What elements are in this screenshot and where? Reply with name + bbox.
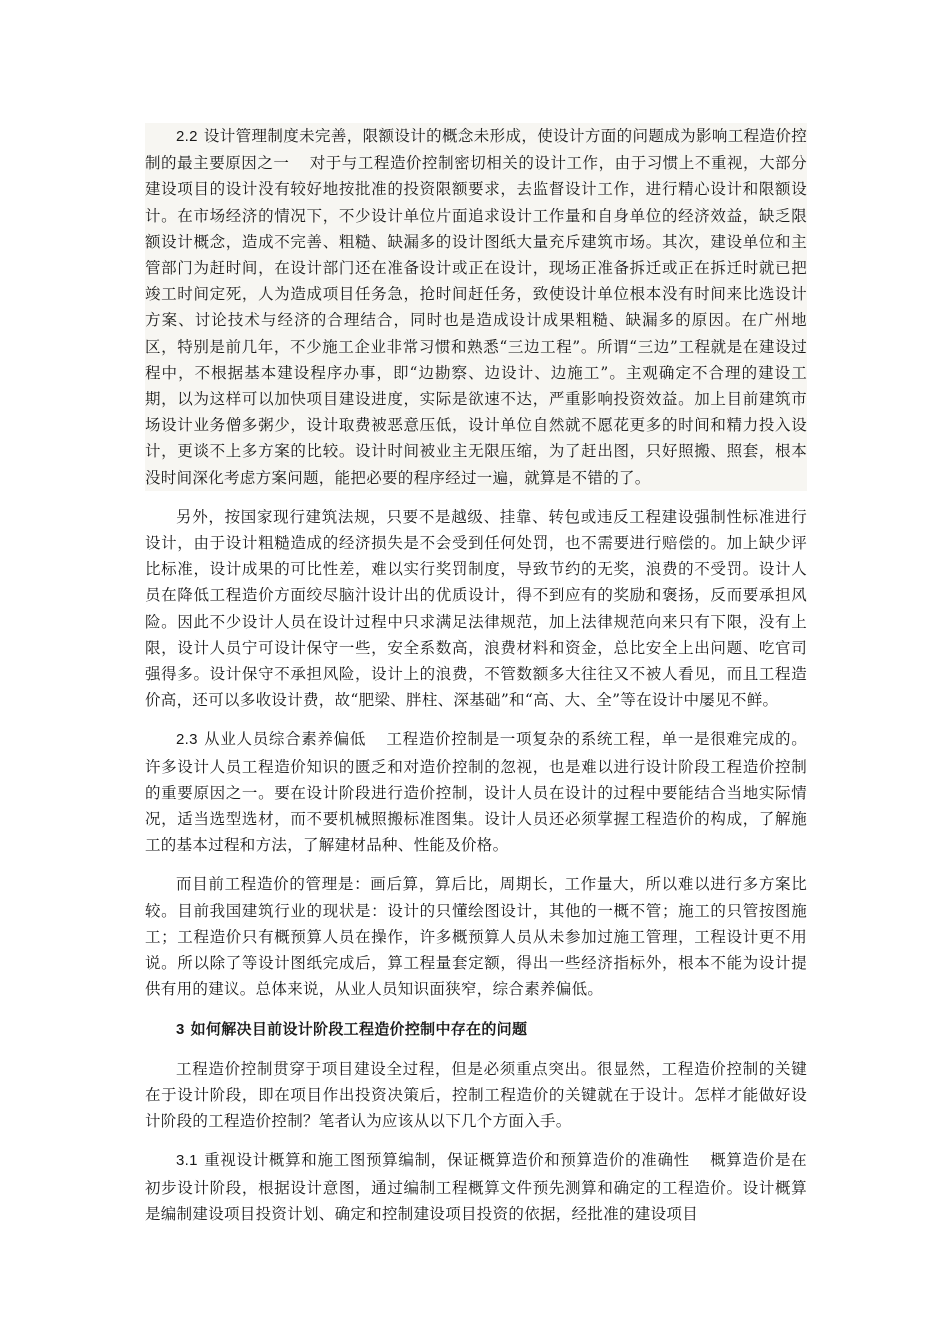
- section-title: 重视设计概算和施工图预算编制，保证概算造价和预算造价的准确性: [203, 1151, 690, 1170]
- section-title: 如何解决目前设计阶段工程造价控制中存在的问题: [190, 1019, 528, 1038]
- section-number: 3: [176, 1020, 185, 1038]
- section-number: 2.2: [176, 128, 198, 145]
- paragraph-3-1: [145, 1147, 807, 1227]
- section-heading-3: [145, 1016, 807, 1043]
- paragraph-additional: [145, 504, 807, 714]
- section-title: 从业人员综合素养偏低: [203, 730, 367, 749]
- section-title: 设计管理制度未完善，限额设计的概念未形成，使设计方面的问题成为影响工程造价控制的最主要原因之一: [145, 127, 807, 173]
- paragraph-2-3: [145, 726, 807, 858]
- paragraph-current-management: [145, 871, 807, 1002]
- paragraph-text: 另外，按国家现行建筑法规，只要不是越级、挂靠、转包或违反工程建设强制性标准进行设计，由于设计粗糙造成的经济损失是不会受到任何处罚，也不需要进行赔偿的。加上缺少评比标准，设计成果的可比性差，难以实行奖罚制度，导致节约的无奖，浪费的不受罚。设计人员在降低工程造价方面绞尽脑汁设计出的优质设计，得不到应有的奖励和褒扬，反而要承担风险。因此不少设计人员在设计过程中只求满足法律规范，加上法律规范向来只有下限，没有上限，设计人员宁可设计保守一些，安全系数高，浪费材料和资金，总比安全上出问题、吃官司强得多。设计保守不承担风险，设计上的浪费，不管数额多大往往又不被人看见，而且工程造价高，还可以多收设计费，故“肥梁、胖柱、深基础”和“高、大、全”等在设计中屡见不鲜。: [145, 507, 807, 710]
- section-number: 3.1: [176, 1152, 198, 1170]
- paragraph-text: 对于与工程造价控制密切相关的设计工作，由于习惯上不重视，大部分建设项目的设计没有较好地按批准的投资限额要求，去监督设计工作，进行精心设计和限额设计。在市场经济的情况下，不少设计单位片面追求设计工作量和自身单位的经济效益，缺乏限额设计概念，造成不完善、粗糙、缺漏多的设计图纸大量充斥建筑市场。其次，建设单位和主管部门为赶时间，在设计部门还在准备设计或正在设计，现场正准备拆迁或正在拆迁时就已把竣工时间定死，人为造成项目任务急，抢时间赶任务，致使设计单位根本没有时间来比选设计方案、讨论技术与经济的合理结合，同时也是造成设计成果粗糙、缺漏多的原因。在广州地区，特别是前几年，不少施工企业非常习惯和熟悉“三边工程”。所谓“三边”工程就是在建设过程中，不根据基本建设程序办事，即“边勘察、边设计、边施工”。主观确定不合理的建设工期，以为这样可以加快项目建设进度，实际是欲速不达，严重影响投资效益。加上目前建筑市场设计业务僧多粥少，设计取费被恶意压低，设计单位自然就不愿花更多的时间和精力投入设计，更谈不上多方案的比较。设计时间被业主无限压缩，为了赶出图，只好照搬、照套，根本没时间深化考虑方案问题，能把必要的程序经过一遍，就算是不错的了。: [145, 154, 807, 487]
- section-number: 2.3: [176, 731, 198, 749]
- document-body: [145, 123, 807, 1240]
- paragraph-text: 概算造价是在初步设计阶段，根据设计意图，通过编制工程概算文件预先测算和确定的工程造价。设计概算是编制建设项目投资计划、确定和控制建设项目投资的依据，经批准的建设项目: [145, 1151, 807, 1223]
- paragraph-text: 工程造价控制是一项复杂的系统工程，单一是很难完成的。许多设计人员工程造价知识的匮乏和对造价控制的忽视，也是难以进行设计阶段工程造价控制的重要原因之一。要在设计阶段进行造价控制，设计人员在设计的过程中要能结合当地实际情况，适当选型选材，而不要机械照搬标准图集。设计人员还必须掌握工程造价的构成，了解施工的基本过程和方法，了解建材品种、性能及价格。: [145, 730, 807, 855]
- paragraph-2-2: [145, 123, 807, 491]
- paragraph-intro-3: [145, 1056, 807, 1135]
- paragraph-text: 而目前工程造价的管理是：画后算，算后比，周期长，工作量大，所以难以进行多方案比较。目前我国建筑行业的现状是：设计的只懂绘图设计，其他的一概不管；施工的只管按图施工；工程造价只有概预算人员在操作，许多概预算人员从未参加过施工管理，工程设计更不用说。所以除了等设计图纸完成后，算工程量套定额，得出一些经济指标外，根本不能为设计提供有用的建议。总体来说，从业人员知识面狭窄，综合素养偏低。: [145, 875, 807, 999]
- paragraph-text: 工程造价控制贯穿于项目建设全过程，但是必须重点突出。很显然，工程造价控制的关键在于设计阶段，即在项目作出投资决策后，控制工程造价的关键就在于设计。怎样才能做好设计阶段的工程造价控制？笔者认为应该从以下几个方面入手。: [145, 1059, 807, 1131]
